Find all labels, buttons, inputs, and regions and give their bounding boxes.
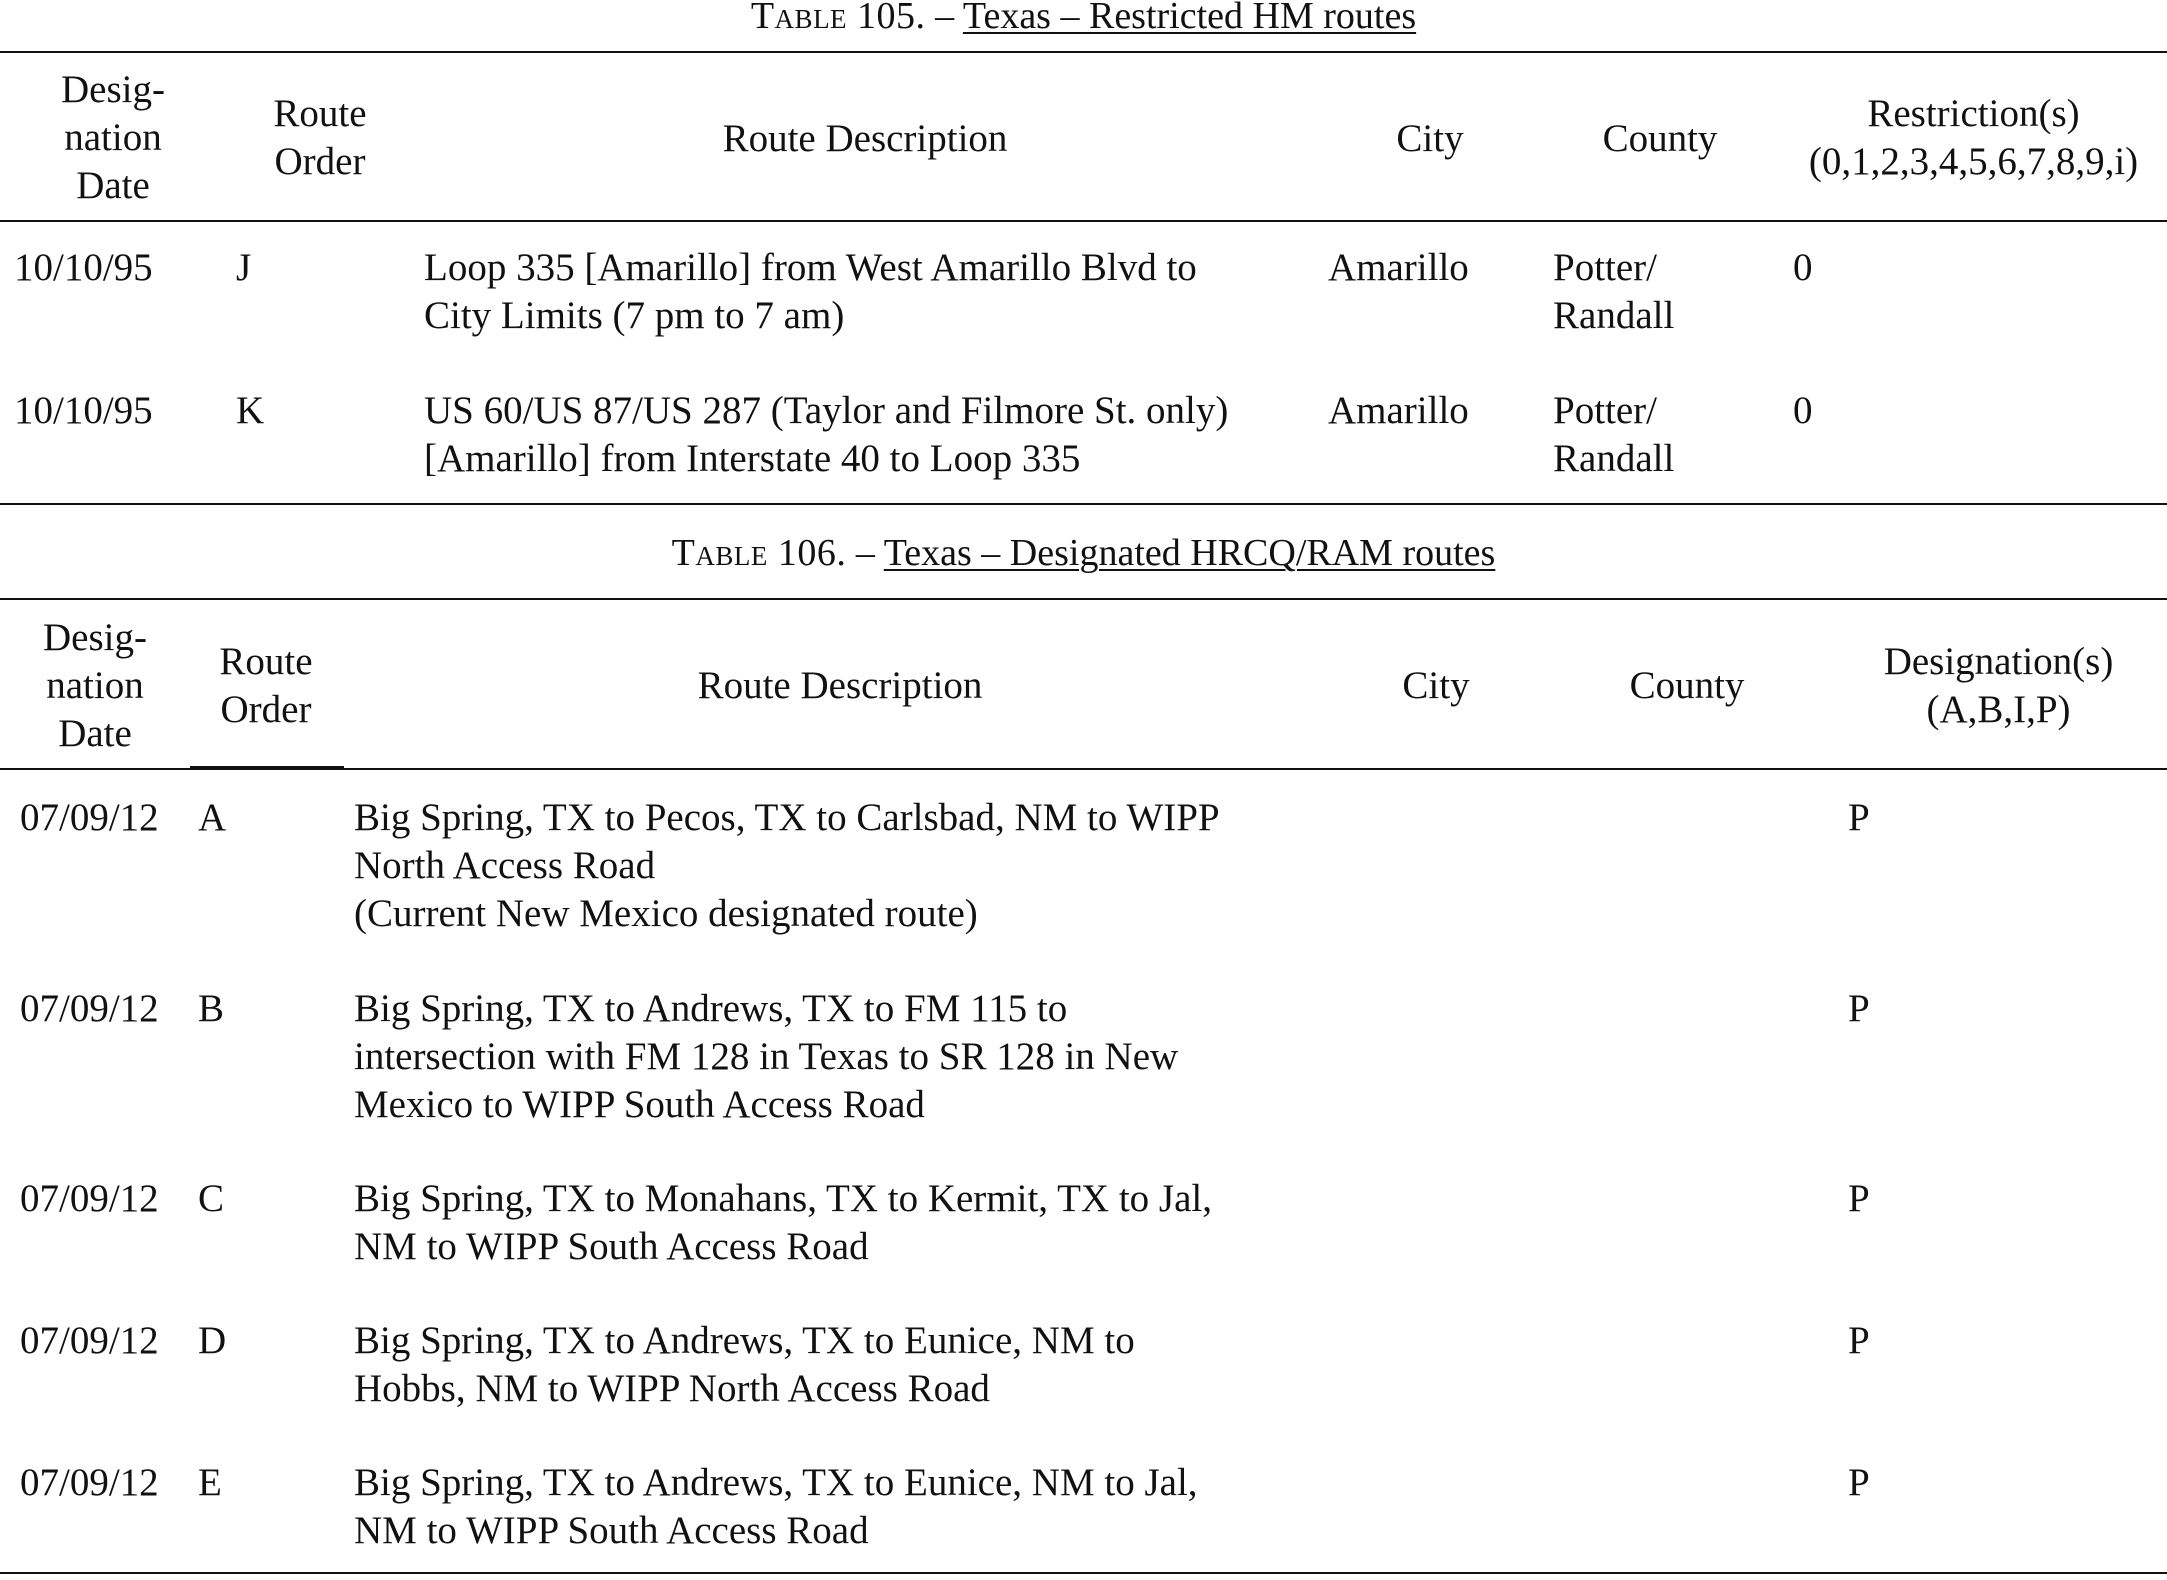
row-a-order: A	[198, 796, 227, 839]
row-e-date: 07/09/12	[20, 1461, 159, 1504]
row-j-restriction: 0	[1793, 246, 1813, 289]
row-j-city: Amarillo	[1328, 246, 1469, 289]
header-designations: Designation(s) (A,B,I,P)	[1883, 640, 2114, 731]
table-106-header-rule	[0, 768, 2167, 770]
row-e-description: Big Spring, TX to Andrews, TX to Eunice, NM to Jal, NM to WIPP South Access Road	[354, 1461, 1198, 1552]
table-105-header-rule	[0, 220, 2167, 222]
row-c-order: C	[198, 1177, 225, 1220]
header-county: County	[1602, 117, 1718, 160]
row-b-date: 07/09/12	[20, 987, 159, 1030]
row-k-restriction: 0	[1793, 389, 1813, 432]
header-county: County	[1629, 664, 1745, 707]
table-106-caption	[0, 533, 2167, 573]
table-105-label: Table 105.	[750, 0, 926, 37]
table-105-title: Texas – Restricted HM routes	[962, 0, 1417, 37]
table-105-top-rule	[0, 51, 2167, 53]
caption-dash: –	[925, 0, 963, 37]
header-route-description: Route Description	[722, 117, 1008, 160]
row-j-order: J	[236, 246, 252, 289]
row-a-description: Big Spring, TX to Pecos, TX to Carlsbad, NM to WIPP North Access Road (Current New Mexico designated route)	[354, 796, 1220, 935]
header-route-description: Route Description	[697, 664, 983, 707]
row-c-description: Big Spring, TX to Monahans, TX to Kermit, TX to Jal, NM to WIPP South Access Road	[354, 1177, 1212, 1268]
table-106-label: Table 106.	[671, 532, 847, 574]
header-designation-date: Desig- nation Date	[61, 68, 165, 207]
row-e-designation: P	[1848, 1461, 1870, 1504]
row-k-order: K	[236, 389, 265, 432]
row-a-designation: P	[1848, 796, 1870, 839]
header-city: City	[1402, 664, 1470, 707]
header-designation-date: Desig- nation Date	[43, 616, 147, 755]
row-b-designation: P	[1848, 987, 1870, 1030]
row-k-date: 10/10/95	[14, 389, 153, 432]
row-k-county: Potter/ Randall	[1553, 389, 1675, 480]
row-c-designation: P	[1848, 1177, 1870, 1220]
table-105-caption	[0, 0, 2167, 36]
row-j-date: 10/10/95	[14, 246, 153, 289]
row-b-description: Big Spring, TX to Andrews, TX to FM 115 to intersection with FM 128 in Texas to SR 128 in New Mexico to WIPP South Access Road	[354, 987, 1179, 1126]
row-a-date: 07/09/12	[20, 796, 159, 839]
row-c-date: 07/09/12	[20, 1177, 159, 1220]
table-106-bottom-rule	[0, 1572, 2167, 1574]
row-j-county: Potter/ Randall	[1553, 246, 1675, 337]
table-106-top-rule	[0, 598, 2167, 600]
row-d-designation: P	[1848, 1319, 1870, 1362]
caption-dash: –	[846, 532, 884, 574]
header-route-order: Route Order	[273, 92, 367, 183]
row-d-date: 07/09/12	[20, 1319, 159, 1362]
header-city: City	[1396, 117, 1464, 160]
row-k-city: Amarillo	[1328, 389, 1469, 432]
header-route-order: Route Order	[219, 640, 313, 731]
row-e-order: E	[198, 1461, 222, 1504]
row-b-order: B	[198, 987, 225, 1030]
header-restrictions: Restriction(s) (0,1,2,3,4,5,6,7,8,9,i)	[1808, 92, 2139, 183]
table-105-bottom-rule	[0, 503, 2167, 505]
row-j-description: Loop 335 [Amarillo] from West Amarillo Blvd to City Limits (7 pm to 7 am)	[424, 246, 1197, 337]
row-k-description: US 60/US 87/US 287 (Taylor and Filmore St. only) [Amarillo] from Interstate 40 to Loop 335	[424, 389, 1229, 480]
row-d-description: Big Spring, TX to Andrews, TX to Eunice, NM to Hobbs, NM to WIPP North Access Road	[354, 1319, 1135, 1410]
table-106-title: Texas – Designated HRCQ/RAM routes	[883, 532, 1496, 574]
row-d-order: D	[198, 1319, 227, 1362]
